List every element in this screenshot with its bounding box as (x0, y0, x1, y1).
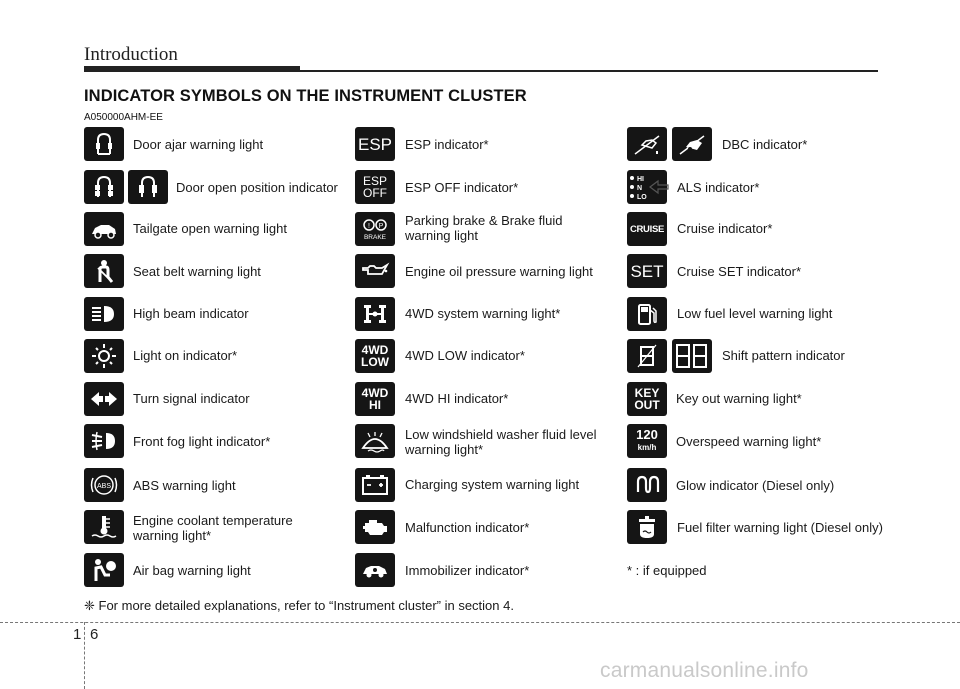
cruise-label: Cruise indicator* (677, 221, 773, 236)
svg-text:!: ! (368, 223, 370, 230)
svg-text:HI: HI (637, 176, 644, 183)
watermark: carmanualsonline.info (600, 659, 809, 682)
door-open-position-icon-2 (128, 170, 168, 204)
turn-signal-label: Turn signal indicator (133, 391, 250, 406)
svg-text:BRAKE: BRAKE (363, 234, 387, 241)
als-arrow-icon (648, 178, 670, 196)
header-bar (84, 66, 300, 72)
cruise-icon: CRUISE (627, 212, 667, 246)
immobilizer-icon (355, 553, 395, 587)
header-rule (300, 70, 878, 72)
seat-belt-label: Seat belt warning light (133, 264, 261, 279)
page-number: 6 (90, 626, 99, 643)
footer-divider (84, 622, 85, 689)
high-beam-icon (84, 297, 124, 331)
brake-icon (355, 212, 395, 246)
svg-text:ABS: ABS (96, 483, 112, 490)
als-label: ALS indicator* (677, 180, 760, 195)
high-beam-label: High beam indicator (133, 306, 249, 321)
cruise-set-label: Cruise SET indicator* (677, 264, 802, 279)
svg-text:N: N (637, 185, 643, 192)
glow-plug-icon (627, 468, 667, 502)
oil-pressure-label: Engine oil pressure warning light (405, 264, 593, 279)
svg-text:P: P (378, 223, 384, 230)
light-on-icon (84, 339, 124, 373)
main-heading: INDICATOR SYMBOLS ON THE INSTRUMENT CLUSTER (84, 87, 527, 105)
shift-pattern-icon-2 (672, 339, 712, 373)
fuel-filter-label: Fuel filter warning light (Diesel only) (677, 520, 883, 535)
air-bag-icon (84, 553, 124, 587)
4wd-system-icon (355, 297, 395, 331)
dbc-icon-2 (672, 127, 712, 161)
4wd-hi-label: 4WD HI indicator* (405, 391, 509, 406)
coolant-temperature-label: Engine coolant temperature warning light* (133, 513, 293, 543)
charging-system-label: Charging system warning light (405, 477, 580, 492)
4wd-hi-icon: 4WD HI (355, 382, 395, 416)
shift-pattern-icon (627, 339, 667, 373)
document-code: A050000AHM-EE (84, 112, 163, 123)
fuel-filter-icon (627, 510, 667, 544)
battery-icon (355, 468, 395, 502)
chapter-number: 1 (73, 626, 82, 643)
brake-label: Parking brake & Brake fluid warning light (405, 213, 563, 243)
washer-fluid-label: Low windshield washer fluid level warning light* (405, 427, 597, 457)
seat-belt-icon (84, 254, 124, 288)
esp-off-icon: ESP OFF (355, 170, 395, 204)
washer-fluid-icon (355, 424, 395, 458)
door-open-position-label: Door open position indicator (176, 180, 338, 195)
light-on-label: Light on indicator* (133, 348, 238, 363)
front-fog-icon (84, 424, 124, 458)
equipped-note: * : if equipped (627, 563, 707, 578)
key-out-icon: KEY OUT (627, 382, 667, 416)
cruise-set-icon: SET (627, 254, 667, 288)
tailgate-open-label: Tailgate open warning light (133, 221, 287, 236)
4wd-low-label: 4WD LOW indicator* (405, 348, 525, 363)
esp-label: ESP indicator* (405, 137, 489, 152)
door-ajar-label: Door ajar warning light (133, 137, 264, 152)
esp-icon: ESP (355, 127, 395, 161)
glow-indicator-label: Glow indicator (Diesel only) (676, 478, 835, 493)
abs-label: ABS warning light (133, 478, 236, 493)
dbc-icon (627, 127, 667, 161)
footer-rule (0, 622, 960, 623)
door-ajar-icon (84, 127, 124, 161)
door-open-position-icon (84, 170, 124, 204)
air-bag-label: Air bag warning light (133, 563, 251, 578)
front-fog-label: Front fog light indicator* (133, 434, 271, 449)
turn-signal-icon (84, 382, 124, 416)
coolant-temperature-icon (84, 510, 124, 544)
abs-icon (84, 468, 124, 502)
low-fuel-label: Low fuel level warning light (677, 306, 833, 321)
key-out-label: Key out warning light* (676, 391, 802, 406)
svg-text:LO: LO (637, 194, 647, 201)
overspeed-label: Overspeed warning light* (676, 434, 822, 449)
esp-off-label: ESP OFF indicator* (405, 180, 519, 195)
immobilizer-label: Immobilizer indicator* (405, 563, 530, 578)
tailgate-open-icon (84, 212, 124, 246)
4wd-system-label: 4WD system warning light* (405, 306, 561, 321)
oil-pressure-icon (355, 254, 395, 288)
malfunction-label: Malfunction indicator* (405, 520, 530, 535)
dbc-label: DBC indicator* (722, 137, 808, 152)
footnote: ❈ For more detailed explanations, refer to “Instrument cluster” in section 4. (84, 598, 514, 613)
fuel-pump-icon (627, 297, 667, 331)
section-title: Introduction (84, 44, 178, 65)
overspeed-icon: 120 km/h (627, 424, 667, 458)
4wd-low-icon: 4WD LOW (355, 339, 395, 373)
engine-malfunction-icon (355, 510, 395, 544)
shift-pattern-label: Shift pattern indicator (722, 348, 845, 363)
